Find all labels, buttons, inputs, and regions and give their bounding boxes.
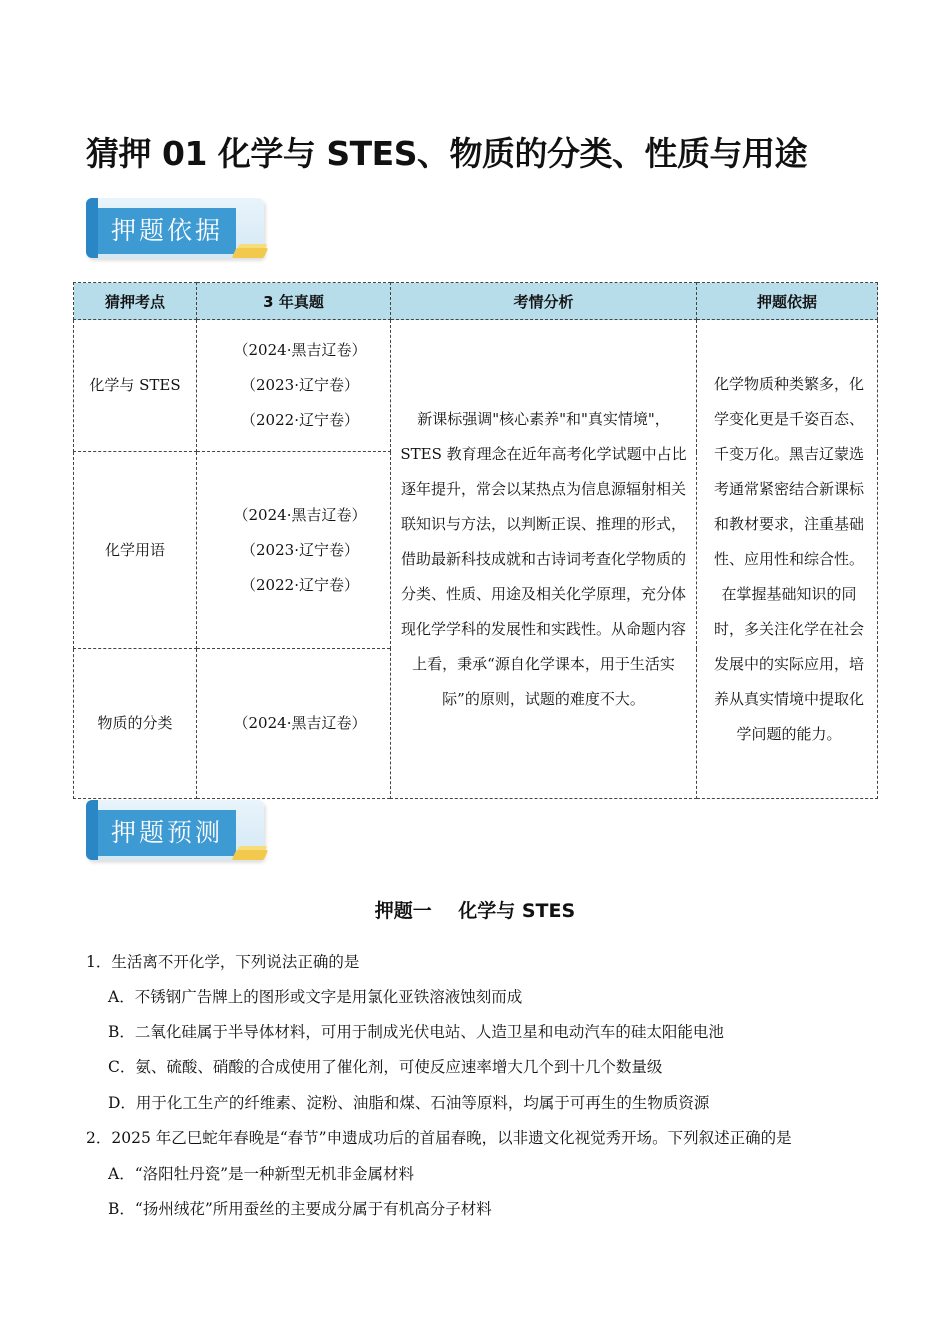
year-item: （2022·辽宁卷） xyxy=(241,411,359,429)
basis-cell: 化学物质种类繁多，化学变化更是千姿百态、千变万化。黑吉辽蒙选考通常紧密结合新课标和教材要求，注重基础性、应用性和综合性。在掌握基础知识的同时，多关注化学在社会发展中的实际应用，培养从真实情境中提取化学问题的能力。 xyxy=(697,320,878,799)
book-icon xyxy=(232,850,269,860)
question-option: B．二氧化硅属于半导体材料，可用于制成光伏电站、人造卫星和电动汽车的硅太阳能电池 xyxy=(108,1023,724,1041)
years-cell xyxy=(197,452,391,649)
question-stem: 2．2025 年乙巳蛇年春晚是“春节”申遗成功后的首届春晚，以非遗文化视觉秀开场。下列叙述正确的是 xyxy=(86,1129,792,1147)
years-cell xyxy=(197,320,391,452)
question-option: B．“扬州绒花”所用蚕丝的主要成分属于有机高分子材料 xyxy=(108,1200,492,1218)
point-cell: 物质的分类 xyxy=(74,649,197,799)
header-analysis: 考情分析 xyxy=(391,283,697,320)
question-option: D．用于化工生产的纤维素、淀粉、油脂和煤、石油等原料，均属于可再生的生物质资源 xyxy=(108,1094,710,1112)
header-basis: 押题依据 xyxy=(697,283,878,320)
year-item: （2024·黑吉辽卷） xyxy=(233,341,367,359)
year-item: （2024·黑吉辽卷） xyxy=(233,505,367,524)
header-years: 3 年真题 xyxy=(197,283,391,320)
year-item: （2024·黑吉辽卷） xyxy=(233,714,367,732)
section-heading: 押题一 化学与 STES xyxy=(374,900,576,922)
exam-analysis-table xyxy=(73,282,878,799)
year-item: （2023·辽宁卷） xyxy=(241,540,359,559)
banner-basis-label: 押题依据 xyxy=(110,216,223,245)
year-item: （2023·辽宁卷） xyxy=(241,376,359,394)
header-point: 猜押考点 xyxy=(74,283,197,320)
banner-prediction xyxy=(86,800,272,866)
book-icon xyxy=(232,248,269,258)
point-cell: 化学用语 xyxy=(74,452,197,649)
table-header-row xyxy=(74,283,878,320)
question-stem: 1．生活离不开化学，下列说法正确的是 xyxy=(86,953,360,971)
question-option: A．不锈钢广告牌上的图形或文字是用氯化亚铁溶液蚀刻而成 xyxy=(108,988,523,1006)
question-option: C．氨、硫酸、硝酸的合成使用了催化剂，可使反应速率增大几个到十几个数量级 xyxy=(108,1058,663,1076)
analysis-cell: 新课标强调"核心素养"和"真实情境"，STES 教育理念在近年高考化学试题中占比逐年提升，常会以某热点为信息源辐射相关联知识与方法，以判断正误、推理的形式，借助最新科技成就和古诗词考查化学物质的分类、性质、用途及相关化学原理，充分体现化学学科的发展性和实践性。从命题内容上看，秉承“源自化学课本，用于生活实际”的原则，试题的难度不大。 xyxy=(391,320,697,799)
banner-prediction-label: 押题预测 xyxy=(110,818,223,847)
year-item: （2022·辽宁卷） xyxy=(241,575,359,594)
question-option: A．“洛阳牡丹瓷”是一种新型无机非金属材料 xyxy=(108,1165,415,1183)
point-cell: 化学与 STES xyxy=(74,320,197,452)
page-title: 猜押 01 化学与 STES、物质的分类、性质与用途 xyxy=(86,134,807,173)
years-cell xyxy=(197,649,391,799)
banner-basis xyxy=(86,198,272,264)
table-row xyxy=(74,320,878,452)
